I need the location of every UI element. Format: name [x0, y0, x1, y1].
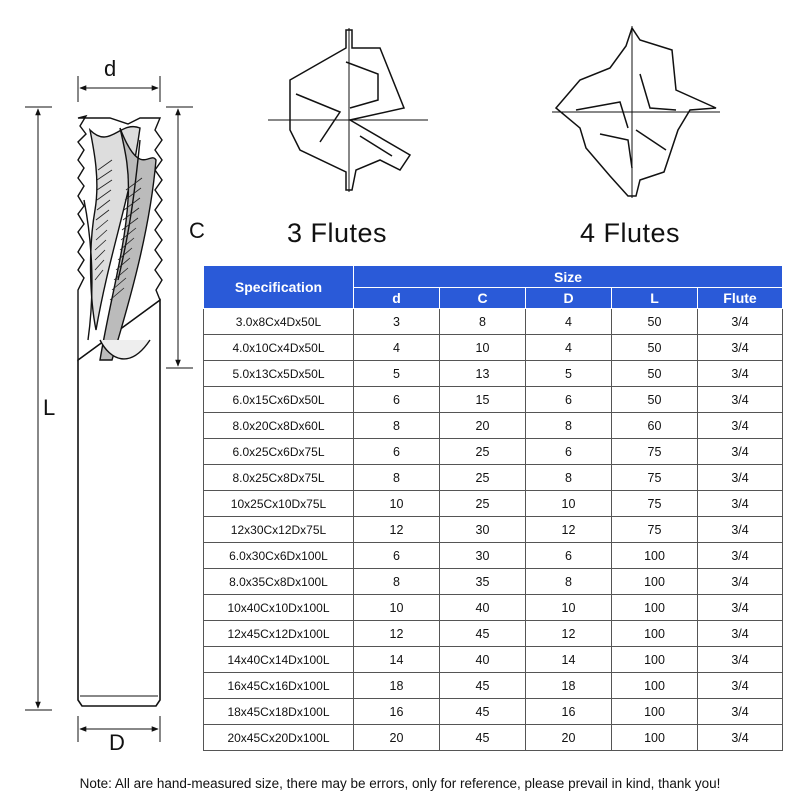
table-cell-d: 14 — [526, 647, 612, 673]
table-cell-l: 50 — [612, 387, 698, 413]
table-cell-c: 45 — [440, 621, 526, 647]
table-row — [204, 413, 783, 439]
table-cell-spec: 8.0x25Cx8Dx75L — [204, 465, 354, 491]
table-row — [204, 569, 783, 595]
table-cell-c: 8 — [440, 309, 526, 335]
table-cell-flute: 3/4 — [698, 517, 783, 543]
table-row — [204, 491, 783, 517]
table-cell-l: 100 — [612, 725, 698, 751]
table-cell-l: 50 — [612, 309, 698, 335]
table-cell-flute: 3/4 — [698, 413, 783, 439]
table-cell-c: 25 — [440, 465, 526, 491]
table-cell-spec: 12x45Cx12Dx100L — [204, 621, 354, 647]
table-cell-c: 15 — [440, 387, 526, 413]
table-cell-spec: 4.0x10Cx4Dx50L — [204, 335, 354, 361]
table-cell-spec: 14x40Cx14Dx100L — [204, 647, 354, 673]
table-cell-l: 75 — [612, 465, 698, 491]
table-cell-spec: 20x45Cx20Dx100L — [204, 725, 354, 751]
col-header-dd: D — [526, 288, 612, 309]
table-cell-flute: 3/4 — [698, 335, 783, 361]
table-cell-d: 8 — [526, 413, 612, 439]
table-cell-c: 40 — [440, 647, 526, 673]
three-flutes-label: 3 Flutes — [287, 218, 388, 248]
table-cell-d: 5 — [526, 361, 612, 387]
table-cell-l: 75 — [612, 439, 698, 465]
dimension-d-line — [78, 76, 160, 102]
dimension-l-label: L — [43, 395, 56, 420]
table-cell-c: 35 — [440, 569, 526, 595]
table-cell-spec: 3.0x8Cx4Dx50L — [204, 309, 354, 335]
table-cell-c: 45 — [440, 673, 526, 699]
table-row — [204, 699, 783, 725]
table-cell-spec: 16x45Cx16Dx100L — [204, 673, 354, 699]
table-cell-d: 6 — [526, 439, 612, 465]
table-cell-c: 25 — [440, 491, 526, 517]
table-row — [204, 647, 783, 673]
spec-header: Specification — [204, 266, 354, 309]
table-cell-l: 100 — [612, 647, 698, 673]
table-cell-spec: 6.0x15Cx6Dx50L — [204, 387, 354, 413]
size-header: Size — [354, 266, 783, 288]
table-row — [204, 465, 783, 491]
table-cell-l: 75 — [612, 517, 698, 543]
table-cell-l: 50 — [612, 361, 698, 387]
table-row — [204, 725, 783, 751]
table-cell-d: 8 — [526, 569, 612, 595]
table-cell-l: 60 — [612, 413, 698, 439]
dimension-c-label: C — [189, 218, 205, 243]
table-cell-flute: 3/4 — [698, 569, 783, 595]
end-mill-shank — [78, 300, 160, 706]
table-body — [204, 309, 783, 751]
table-cell-spec: 10x40Cx10Dx100L — [204, 595, 354, 621]
table-cell-flute: 3/4 — [698, 361, 783, 387]
four-flutes-label: 4 Flutes — [580, 218, 681, 248]
col-header-d: d — [354, 288, 440, 309]
table-row — [204, 543, 783, 569]
table-cell-flute: 3/4 — [698, 439, 783, 465]
table-cell-spec: 6.0x30Cx6Dx100L — [204, 543, 354, 569]
table-cell-d: 18 — [526, 673, 612, 699]
table-cell-flute: 3/4 — [698, 491, 783, 517]
table-cell-l: 50 — [612, 335, 698, 361]
table-cell-d: 6 — [354, 387, 440, 413]
table-cell-d: 20 — [526, 725, 612, 751]
table-cell-d: 12 — [526, 621, 612, 647]
table-cell-d: 6 — [354, 543, 440, 569]
table-row — [204, 673, 783, 699]
table-cell-spec: 18x45Cx18Dx100L — [204, 699, 354, 725]
table-cell-flute: 3/4 — [698, 465, 783, 491]
table-cell-d: 14 — [354, 647, 440, 673]
table-cell-flute: 3/4 — [698, 309, 783, 335]
table-cell-flute: 3/4 — [698, 387, 783, 413]
table-cell-d: 20 — [354, 725, 440, 751]
table-cell-d: 16 — [354, 699, 440, 725]
four-flute-section — [552, 26, 720, 198]
col-header-c: C — [440, 288, 526, 309]
table-cell-l: 100 — [612, 699, 698, 725]
table-row — [204, 439, 783, 465]
table-cell-c: 40 — [440, 595, 526, 621]
table-cell-d: 12 — [354, 621, 440, 647]
table-cell-flute: 3/4 — [698, 543, 783, 569]
table-cell-l: 100 — [612, 673, 698, 699]
table-cell-d: 10 — [354, 595, 440, 621]
table-row — [204, 309, 783, 335]
table-cell-d: 10 — [354, 491, 440, 517]
table-cell-d: 16 — [526, 699, 612, 725]
table-row — [204, 621, 783, 647]
table-cell-d: 18 — [354, 673, 440, 699]
table-cell-flute: 3/4 — [698, 699, 783, 725]
table-cell-spec: 10x25Cx10Dx75L — [204, 491, 354, 517]
dimension-d-label: d — [104, 56, 117, 81]
table-cell-flute: 3/4 — [698, 621, 783, 647]
dimension-dd-label: D — [109, 730, 125, 755]
table-cell-spec: 8.0x35Cx8Dx100L — [204, 569, 354, 595]
table-cell-c: 25 — [440, 439, 526, 465]
table-cell-flute: 3/4 — [698, 673, 783, 699]
table-cell-d: 5 — [354, 361, 440, 387]
table-cell-d: 6 — [526, 387, 612, 413]
table-row — [204, 595, 783, 621]
table-cell-d: 8 — [526, 465, 612, 491]
table-cell-l: 100 — [612, 569, 698, 595]
col-header-flute: Flute — [698, 288, 783, 309]
footnote: Note: All are hand-measured size, there may be errors, only for reference, please prevail in kind, thank you! — [79, 776, 721, 791]
table-cell-spec: 12x30Cx12Dx75L — [204, 517, 354, 543]
table-cell-d: 4 — [526, 335, 612, 361]
table-cell-c: 45 — [440, 699, 526, 725]
table-row — [204, 335, 783, 361]
table-cell-c: 45 — [440, 725, 526, 751]
table-cell-d: 12 — [526, 517, 612, 543]
table-cell-l: 100 — [612, 621, 698, 647]
table-cell-d: 6 — [354, 439, 440, 465]
table-row — [204, 387, 783, 413]
table-row — [204, 517, 783, 543]
size-table — [203, 265, 783, 751]
table-cell-c: 20 — [440, 413, 526, 439]
table-cell-d: 8 — [354, 465, 440, 491]
col-header-l: L — [612, 288, 698, 309]
table-cell-c: 30 — [440, 517, 526, 543]
table-cell-d: 6 — [526, 543, 612, 569]
table-cell-d: 8 — [354, 413, 440, 439]
table-cell-spec: 6.0x25Cx6Dx75L — [204, 439, 354, 465]
table-cell-spec: 8.0x20Cx8Dx60L — [204, 413, 354, 439]
table-cell-c: 13 — [440, 361, 526, 387]
table-cell-flute: 3/4 — [698, 647, 783, 673]
table-row — [204, 361, 783, 387]
table-cell-flute: 3/4 — [698, 595, 783, 621]
table-cell-l: 100 — [612, 595, 698, 621]
three-flute-section — [268, 28, 428, 192]
table-cell-l: 100 — [612, 543, 698, 569]
table-cell-d: 10 — [526, 491, 612, 517]
table-cell-d: 8 — [354, 569, 440, 595]
table-cell-flute: 3/4 — [698, 725, 783, 751]
table-cell-d: 12 — [354, 517, 440, 543]
table-cell-c: 10 — [440, 335, 526, 361]
table-cell-d: 10 — [526, 595, 612, 621]
table-cell-d: 3 — [354, 309, 440, 335]
table-cell-d: 4 — [526, 309, 612, 335]
table-cell-spec: 5.0x13Cx5Dx50L — [204, 361, 354, 387]
table-cell-d: 4 — [354, 335, 440, 361]
table-cell-l: 75 — [612, 491, 698, 517]
table-cell-c: 30 — [440, 543, 526, 569]
